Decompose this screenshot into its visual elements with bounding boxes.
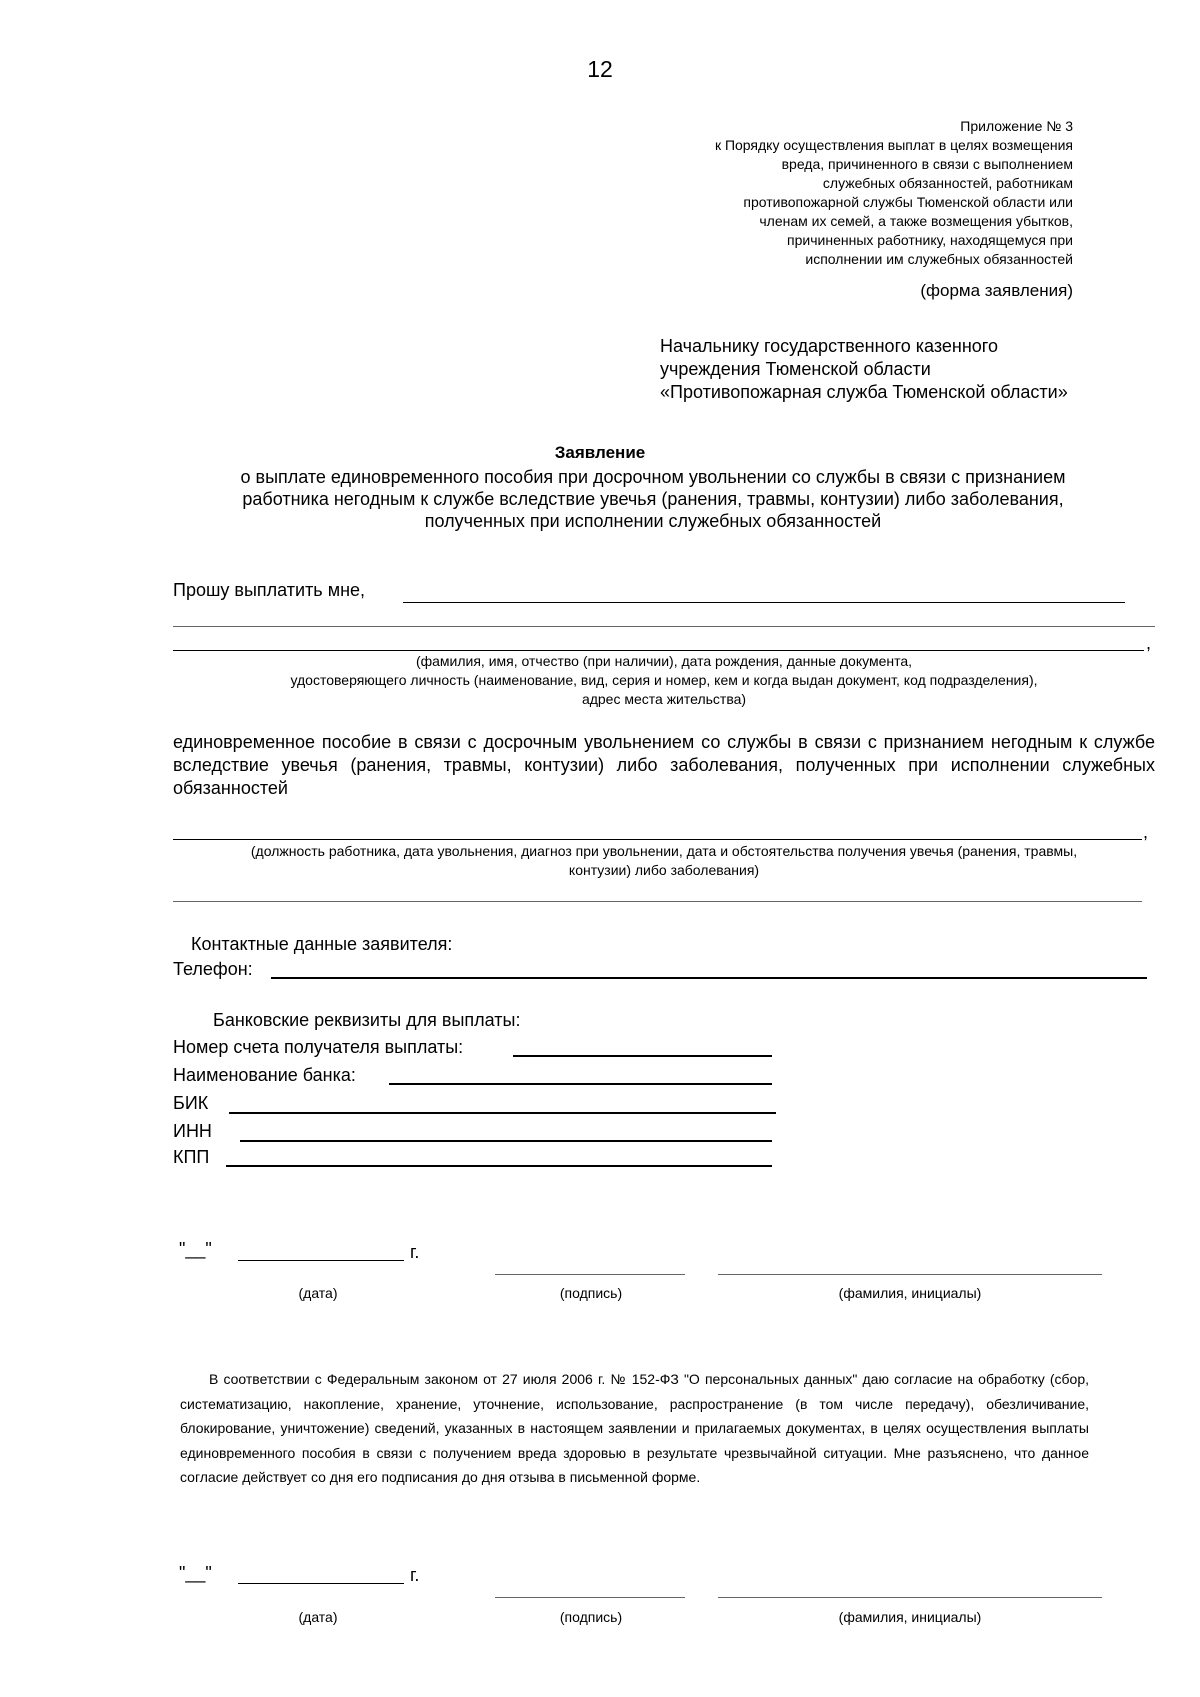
appendix-line: исполнении им служебных обязанностей bbox=[805, 251, 1073, 267]
caption-line: контузии) либо заболевания) bbox=[568, 862, 760, 878]
details-field-caption bbox=[173, 842, 1155, 880]
applicant-info-field[interactable] bbox=[173, 626, 1155, 627]
bank-heading: Банковские реквизиты для выплаты: bbox=[213, 1010, 521, 1030]
form-note: (форма заявления) bbox=[920, 281, 1073, 300]
details-field[interactable] bbox=[173, 839, 1142, 840]
payment-paragraph: единовременное пособие в связи с досрочным увольнением со службы в связи с признанием негодным к службе вследствие увечья (ранения, травмы, контузии) либо заболевания, полученных при исполнении служебных обязанностей bbox=[173, 732, 1155, 798]
addressee-line: учреждения Тюменской области bbox=[660, 359, 931, 379]
full-name-field[interactable] bbox=[718, 1274, 1102, 1275]
appendix-line: противопожарной службы Тюменской области или bbox=[743, 194, 1073, 210]
bik-field[interactable] bbox=[229, 1112, 776, 1114]
full-name-field[interactable] bbox=[718, 1597, 1102, 1598]
appendix-line: вреда, причиненного в связи с выполнением bbox=[781, 156, 1073, 172]
signature-field[interactable] bbox=[495, 1274, 685, 1275]
date-caption: (дата) bbox=[298, 1609, 338, 1625]
appendix-line: причиненных работнику, находящемуся при bbox=[787, 232, 1073, 248]
subtitle-line: полученных при исполнении служебных обязанностей bbox=[424, 511, 882, 531]
caption-line: (фамилия, имя, отчество (при наличии), дата рождения, данные документа, bbox=[415, 653, 913, 669]
addressee-line: «Противопожарная служба Тюменской области» bbox=[660, 382, 1068, 402]
appendix-line: членам их семей, а также возмещения убытков, bbox=[759, 213, 1073, 229]
comma: , bbox=[1146, 633, 1152, 653]
signature-caption: (подпись) bbox=[559, 1609, 623, 1625]
addressee-block bbox=[660, 335, 1120, 404]
signature-field[interactable] bbox=[495, 1597, 685, 1598]
full-name-caption: (фамилия, инициалы) bbox=[838, 1285, 982, 1301]
addressee-line: Начальнику государственного казенного bbox=[660, 336, 998, 356]
bank-name-label: Наименование банка: bbox=[173, 1065, 356, 1085]
date-caption: (дата) bbox=[298, 1285, 338, 1301]
kpp-label: КПП bbox=[173, 1147, 210, 1167]
bank-name-field[interactable] bbox=[389, 1083, 772, 1085]
caption-line: адрес места жительства) bbox=[581, 691, 747, 707]
signature-caption: (подпись) bbox=[559, 1285, 623, 1301]
inn-label: ИНН bbox=[173, 1121, 212, 1141]
contacts-heading: Контактные данные заявителя: bbox=[191, 934, 453, 954]
page-number: 12 bbox=[587, 56, 613, 82]
year-suffix: г. bbox=[410, 1242, 420, 1262]
subtitle-line: о выплате единовременного пособия при досрочном увольнении со службы в связи с признанием bbox=[240, 467, 1066, 487]
details-field-2[interactable] bbox=[173, 901, 1142, 902]
appendix-line: к Порядку осуществления выплат в целях возмещения bbox=[714, 137, 1073, 153]
document-title: Заявление bbox=[554, 443, 646, 462]
subtitle-line: работника негодным к службе вследствие увечья (ранения, травмы, контузии) либо заболевания, bbox=[242, 489, 1064, 509]
appendix-line: Приложение № 3 bbox=[960, 118, 1073, 134]
phone-field[interactable] bbox=[271, 977, 1147, 979]
date-field[interactable] bbox=[238, 1260, 404, 1261]
appendix-line: служебных обязанностей, работникам bbox=[822, 175, 1073, 191]
phone-label: Телефон: bbox=[173, 959, 253, 979]
comma: , bbox=[1143, 822, 1149, 842]
account-field[interactable] bbox=[513, 1055, 772, 1057]
applicant-name-field[interactable] bbox=[403, 602, 1125, 603]
document-subtitle bbox=[173, 466, 1133, 532]
request-label: Прошу выплатить мне, bbox=[173, 580, 366, 600]
kpp-field[interactable] bbox=[226, 1165, 772, 1167]
applicant-field-caption bbox=[173, 652, 1155, 709]
account-label: Номер счета получателя выплаты: bbox=[173, 1037, 464, 1057]
full-name-caption: (фамилия, инициалы) bbox=[838, 1609, 982, 1625]
appendix-header bbox=[613, 117, 1073, 269]
bik-label: БИК bbox=[173, 1093, 209, 1113]
applicant-info-field-2[interactable] bbox=[173, 650, 1144, 651]
consent-paragraph: В соответствии с Федеральным законом от 27 июля 2006 г. № 152-ФЗ "О персональных данных" даю согласие на обработку (сбор, систематизацию, накопление, хранение, уточнение, использование, распространение (в том числе передачу), обезличивание, блокирование, уничтожение) сведений, указанных в настоящем заявлении и прилагаемых документах, в целях осуществления выплаты единовременного пособия в связи с получением вреда здоровью в результате чрезвычайной ситуации. Мне разъяснено, что данное согласие действует со дня его подписания до дня отзыва в письменной форме. bbox=[180, 1371, 1089, 1485]
caption-line: удостоверяющего личность (наименование, вид, серия и номер, кем и когда выдан документ, код подразделения), bbox=[290, 672, 1038, 688]
date-quote: "__" bbox=[179, 1563, 212, 1583]
date-field[interactable] bbox=[238, 1583, 404, 1584]
inn-field[interactable] bbox=[240, 1140, 772, 1142]
date-quote: "__" bbox=[179, 1239, 212, 1259]
year-suffix: г. bbox=[410, 1565, 420, 1585]
caption-line: (должность работника, дата увольнения, диагноз при увольнении, дата и обстоятельства получения увечья (ранения, травмы, bbox=[250, 843, 1078, 859]
